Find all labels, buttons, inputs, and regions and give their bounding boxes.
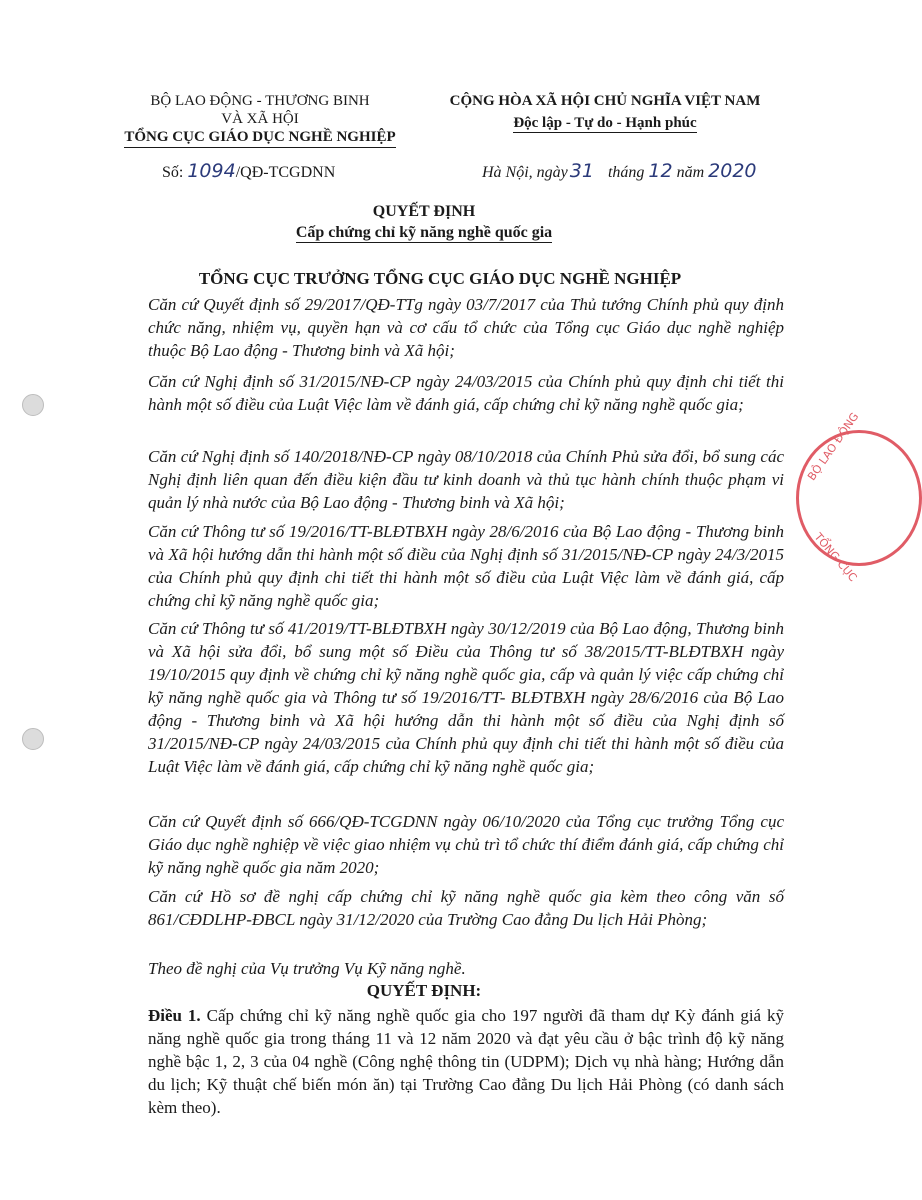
article-1-text: Cấp chứng chỉ kỹ năng nghề quốc gia cho 197 người đã tham dự Kỳ đánh giá kỹ năng nghề quốc gia trong tháng 11 và 12 năm 2020 và đạt yêu cầu ở bậc trình độ kỹ năng nghề bậc 1, 2, 3 của 04 nghề (Công nghệ thông tin (UDPM); Dịch vụ nhà hàng; Hướng dẫn du lịch; Kỹ thuật chế biến món ăn) tại Trường Cao đẳng Du lịch Hải Phòng (có danh sách kèm theo).	[148, 1006, 785, 1117]
svg-text:TỔNG CỤC: TỔNG CỤC	[811, 530, 860, 585]
punch-hole-top	[22, 394, 44, 416]
preamble-7: Căn cứ Hồ sơ đề nghị cấp chứng chỉ kỹ năng nghề quốc gia kèm theo công văn số 861/CĐDLHP-ĐBCL ngày 31/12/2020 của Trường Cao đẳng Du lịch Hải Phòng;	[148, 887, 784, 929]
ministry-name: BỘ LAO ĐỘNG - THƯƠNG BINH	[150, 93, 370, 109]
ministry-name-2: VÀ XÃ HỘI	[221, 111, 299, 127]
issuing-authority: TỔNG CỤC TRƯỞNG TỔNG CỤC GIÁO DỤC NGHỀ NGHIỆP	[198, 269, 682, 288]
date-prefix: Hà Nội, ngày	[482, 164, 568, 181]
svg-text:BỘ LAO ĐỘNG: BỘ LAO ĐỘNG	[805, 410, 862, 483]
preamble-1: Căn cứ Quyết định số 29/2017/QĐ-TTg ngày 03/7/2017 của Thủ tướng Chính phủ quy định chức năng, nhiệm vụ, quyền hạn và cơ cấu tổ chức của Tổng cục Giáo dục nghề nghiệp thuộc Bộ Lao động - Thương binh và Xã hội;	[148, 295, 784, 360]
issue-date	[482, 160, 757, 182]
date-day: 31	[569, 160, 594, 182]
number-prefix: Số:	[162, 164, 184, 181]
year-label: năm	[676, 164, 705, 181]
article-1	[108, 1004, 784, 1119]
header-left	[100, 92, 420, 148]
seal-lettering	[799, 410, 862, 585]
preamble-6: Căn cứ Quyết định số 666/QĐ-TCGDNN ngày 06/10/2020 của Tổng cục trưởng Tổng cục Giáo dục nghề nghiệp về việc giao nhiệm vụ chủ trì tổ chức thí điểm đánh giá, cấp chứng chỉ kỹ năng nghề quốc gia năm 2020;	[148, 812, 784, 877]
preamble-3: Căn cứ Nghị định số 140/2018/NĐ-CP ngày 08/10/2018 của Chính Phủ sửa đổi, bổ sung các Nghị định liên quan đến điều kiện đầu tư kinh doanh và thủ tục hành chính thuộc phạm vi quản lý nhà nước của Bộ Lao động - Thương binh và Xã hội;	[148, 447, 784, 512]
header-right	[420, 92, 790, 133]
decision-title: QUYẾT ĐỊNH	[372, 203, 476, 220]
national-motto: Độc lập - Tự do - Hạnh phúc	[513, 115, 697, 131]
decision-subtitle: Cấp chứng chỉ kỹ năng nghề quốc gia	[295, 224, 553, 241]
month-label: tháng	[607, 164, 645, 181]
decision-subtitle-wrap	[0, 224, 848, 242]
red-seal-partial	[796, 410, 922, 585]
date-year: 2020	[708, 160, 757, 182]
preamble-8: Theo đề nghị của Vụ trưởng Vụ Kỹ năng nghề.	[148, 959, 466, 978]
number-suffix: /QĐ-TCGDNN	[235, 164, 336, 181]
agency-name: TỔNG CỤC GIÁO DỤC NGHỀ NGHIỆP	[124, 128, 395, 148]
punch-hole-bottom	[22, 728, 44, 750]
article-1-label: Điều 1.	[148, 1006, 201, 1025]
preamble-5: Căn cứ Thông tư số 41/2019/TT-BLĐTBXH ngày 30/12/2019 của Bộ Lao động, Thương binh và Xã hội sửa đổi, bổ sung một số Điều của Thông tư số 38/2015/TT-BLĐTBXH ngày 19/10/2015 quy định về chứng chỉ kỹ năng nghề quốc gia, cấp và quản lý việc cấp chứng chỉ kỹ năng nghề quốc gia và Thông tư số 19/2016/TT- BLĐTBXH ngày 28/6/2016 của Bộ Lao động - Thương binh và Xã hội hướng dẫn thi hành một số điều của Nghị định số 31/2015/NĐ-CP ngày 24/03/2015 của Chính phủ quy định chi tiết thi hành một số điều của Luật Việc làm về đánh giá, cấp chứng chỉ kỹ năng nghề quốc gia;	[148, 619, 784, 776]
document-number	[162, 160, 335, 182]
national-name: CỘNG HÒA XÃ HỘI CHỦ NGHĨA VIỆT NAM	[449, 93, 761, 109]
number-handwritten: 1094	[187, 160, 236, 182]
preamble-2: Căn cứ Nghị định số 31/2015/NĐ-CP ngày 24/03/2015 của Chính phủ quy định chi tiết thi hành một số điều của Luật Việc làm về đánh giá, cấp chứng chỉ kỹ năng nghề quốc gia;	[148, 372, 784, 414]
decision-heading: QUYẾT ĐỊNH:	[366, 981, 482, 1000]
date-month: 12	[648, 160, 673, 182]
preamble-4: Căn cứ Thông tư số 19/2016/TT-BLĐTBXH ngày 28/6/2016 của Bộ Lao động - Thương binh và Xã hội hướng dẫn thi hành một số điều của Nghị định số 31/2015/NĐ-CP ngày 24/3/2015 của Chính phủ quy định chi tiết thi hành một số điều của Luật Việc làm về đánh giá, cấp chứng chỉ kỹ năng nghề quốc gia;	[148, 522, 784, 610]
